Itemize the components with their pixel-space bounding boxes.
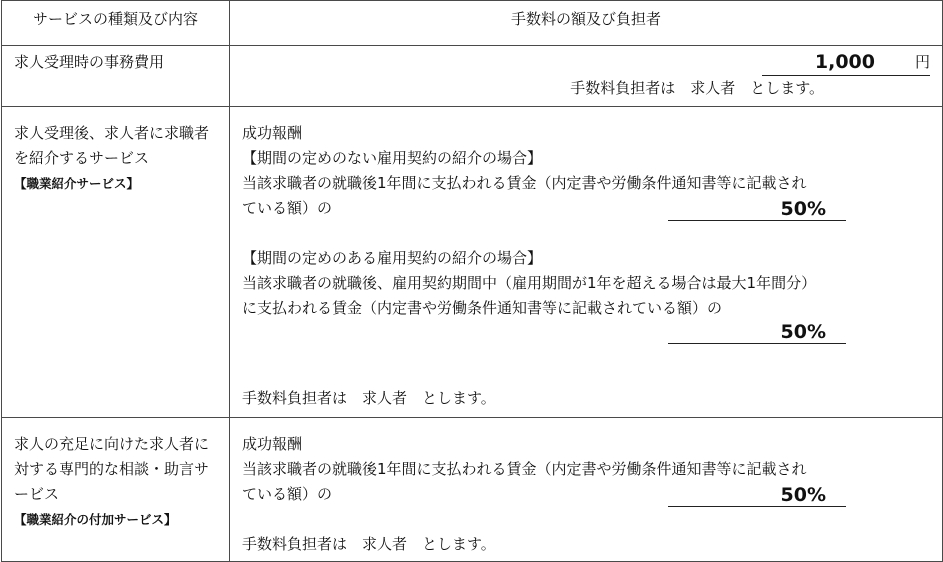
- service-cell: [2, 46, 230, 107]
- fee-box: [762, 50, 930, 76]
- spacer: [242, 221, 930, 246]
- service-category: 【職業紹介の付加サービス】: [14, 512, 177, 527]
- header-service-type: サービスの種類及び内容: [2, 1, 230, 46]
- payer-text: 手数料負担者は 求人者 とします。: [242, 535, 496, 553]
- fee-cell: [230, 46, 943, 107]
- percent-row: [242, 321, 930, 344]
- fee-table: [1, 0, 943, 562]
- fee-cell: [230, 107, 943, 418]
- service-cell: [2, 107, 230, 418]
- spacer: [242, 507, 930, 532]
- fee-cell: [230, 418, 943, 562]
- fee-title: 成功報酬: [242, 124, 303, 142]
- percent-row: [668, 484, 930, 507]
- fee-line: [242, 50, 930, 76]
- service-name: 求人受理時の事務費用: [14, 53, 165, 71]
- table-row: [2, 107, 943, 418]
- table-header-row: [2, 1, 943, 46]
- section-text: 当該求職者の就職後、雇用契約期間中（雇用期間が1年を超える場合は最大1年間分）: [242, 274, 817, 292]
- section-text: ている額）の: [242, 485, 333, 503]
- fee-unit: 円: [914, 53, 930, 71]
- section-heading: 【期間の定めのない雇用契約の紹介の場合】: [242, 149, 543, 167]
- percent-value: 50%: [668, 484, 846, 507]
- payer-text: 手数料負担者は 求人者 とします。: [570, 79, 824, 97]
- section-text: 当該求職者の就職後1年間に支払われる賃金（内定書や労働条件通知書等に記載され: [242, 460, 807, 478]
- percent-value: 50%: [668, 321, 846, 344]
- fee-amount: 1,000: [814, 51, 875, 73]
- header-fee-amount: 手数料の額及び負担者: [230, 1, 943, 46]
- section-text: に支払われる賃金（内定書や労働条件通知書等に記載されている額）の: [242, 299, 723, 317]
- section-text-row: [242, 482, 930, 507]
- percent-row: [668, 198, 930, 221]
- table-row: [2, 46, 943, 107]
- section-text: ている額）の: [242, 199, 333, 217]
- fee-title: 成功報酬: [242, 435, 303, 453]
- payer-text: 手数料負担者は 求人者 とします。: [242, 389, 496, 407]
- table-row: [2, 418, 943, 562]
- service-name: 求人受理後、求人者に求職者を紹介するサービス: [14, 124, 210, 167]
- section-text-row: [242, 196, 930, 221]
- service-category: 【職業紹介サービス】: [14, 176, 140, 191]
- section-text: 当該求職者の就職後1年間に支払われる賃金（内定書や労働条件通知書等に記載され: [242, 174, 807, 192]
- spacer: [242, 344, 930, 386]
- percent-value: 50%: [668, 198, 846, 221]
- section-heading: 【期間の定めのある雇用契約の紹介の場合】: [242, 249, 543, 267]
- service-cell: [2, 418, 230, 562]
- service-name: 求人の充足に向けた求人者に対する専門的な相談・助言サービス: [14, 435, 210, 503]
